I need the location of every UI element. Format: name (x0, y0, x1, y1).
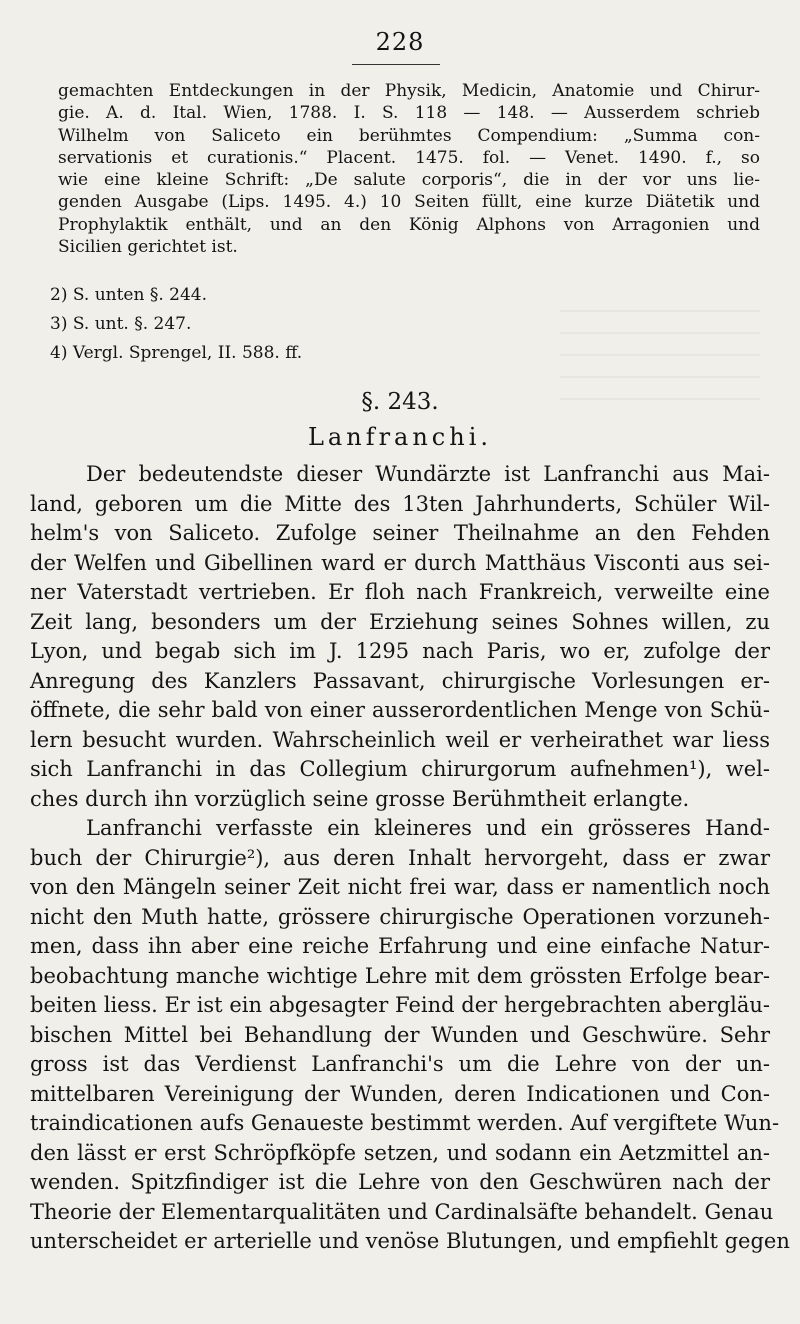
body-line: bischen Mittel bei Behandlung der Wunden und Geschwüre. Sehr (30, 1022, 770, 1047)
footnote-line: genden Ausgabe (Lips. 1495. 4.) 10 Seiten füllt, eine kurze Diätetik und (58, 192, 760, 213)
body-line: Anregung des Kanzlers Passavant, chirurgische Vorlesungen er- (30, 668, 770, 693)
footnote-line: Prophylaktik enthält, und an den König Alphons von Arragonien und (58, 214, 760, 235)
footnote-3: 3) S. unt. §. 247. (50, 314, 192, 334)
footnote-2: 2) S. unten §. 244. (50, 285, 208, 305)
footnote-line: wie eine kleine Schrift: „De salute corporis“, die in der vor uns lie- (58, 170, 760, 191)
page-number-rule (352, 64, 440, 65)
footnote-line: Sicilien gerichtet ist. (58, 237, 238, 258)
body-line: men, dass ihn aber eine reiche Erfahrung und eine einfache Natur- (30, 934, 770, 958)
body-line: der Welfen und Gibellinen ward er durch Matthäus Visconti aus sei- (30, 550, 770, 575)
bleed-through-shadow (560, 290, 760, 400)
body-line: Lanfranchi verfasste ein kleineres und ein grösseres Hand- (86, 816, 770, 840)
body-text (30, 460, 790, 1257)
body-line: öffnete, die sehr bald von einer ausserordentlichen Menge von Schü- (30, 698, 770, 722)
footnote-line: Wilhelm von Saliceto ein berühmtes Compendium: „Summa con- (58, 125, 760, 146)
body-line: mittelbaren Vereinigung der Wunden, deren Indicationen und Con- (30, 1081, 770, 1106)
body-line: buch der Chirurgie²), aus deren Inhalt hervorgeht, dass er zwar (30, 845, 770, 870)
body-line: sich Lanfranchi in das Collegium chirurgorum aufnehmen¹), wel- (30, 757, 770, 781)
body-line: helm's von Saliceto. Zufolge seiner Theilnahme an den Fehden (30, 521, 770, 545)
footnote-line: gemachten Entdeckungen in der Physik, Medicin, Anatomie und Chirur- (58, 81, 760, 101)
body-line: lern besucht wurden. Wahrscheinlich weil er verheirathet war liess (30, 727, 770, 752)
section-heading: Lanfranchi. (307, 423, 493, 451)
body-line: unterscheidet er arterielle und venöse Blutungen, und empfiehlt gegen (30, 1229, 790, 1253)
footnote-line: servationis et curationis.“ Placent. 1475. fol. — Venet. 1490. f., so (58, 147, 760, 168)
body-line: traindicationen aufs Genaueste bestimmt werden. Auf vergiftete Wun- (30, 1111, 780, 1135)
footnote-continuation (58, 80, 760, 258)
body-line: ner Vaterstadt vertrieben. Er floh nach Frankreich, verweilte eine (30, 580, 770, 604)
body-line: land, geboren um die Mitte des 13ten Jahrhunderts, Schüler Wil- (30, 491, 770, 516)
body-line: von den Mängeln seiner Zeit nicht frei war, dass er namentlich noch (30, 875, 770, 899)
body-line: wenden. Spitzfindiger ist die Lehre von den Geschwüren nach der (30, 1170, 770, 1194)
body-line: Der bedeutendste dieser Wundärzte ist Lanfranchi aus Mai- (86, 462, 770, 486)
body-line: den lässt er erst Schröpfköpfe setzen, und sodann ein Aetzmittel an- (30, 1140, 770, 1165)
footnote-line: gie. A. d. Ital. Wien, 1788. I. S. 118 — 148. — Ausserdem schrieb (58, 103, 760, 124)
body-line: ches durch ihn vorzüglich seine grosse Berühmtheit erlangte. (30, 786, 690, 811)
body-line: gross ist das Verdienst Lanfranchi's um die Lehre von der un- (30, 1052, 770, 1076)
footnote-4: 4) Vergl. Sprengel, II. 588. ff. (50, 343, 303, 363)
body-line: beiten liess. Er ist ein abgesagter Feind der hergebrachten abergläu- (30, 993, 770, 1017)
body-line: nicht den Muth hatte, grössere chirurgische Operationen vorzuneh- (30, 904, 770, 929)
section-number: §. 243. (361, 389, 439, 415)
body-line: Zeit lang, besonders um der Erziehung seines Sohnes willen, zu (30, 609, 770, 634)
body-line: Lyon, und begab sich im J. 1295 nach Paris, wo er, zufolge der (30, 639, 770, 663)
body-line: beobachtung manche wichtige Lehre mit dem grössten Erfolge bear- (30, 963, 770, 988)
page-number: 228 (375, 28, 425, 56)
body-line: Theorie der Elementarqualitäten und Cardinalsäfte behandelt. Genau (30, 1199, 774, 1224)
